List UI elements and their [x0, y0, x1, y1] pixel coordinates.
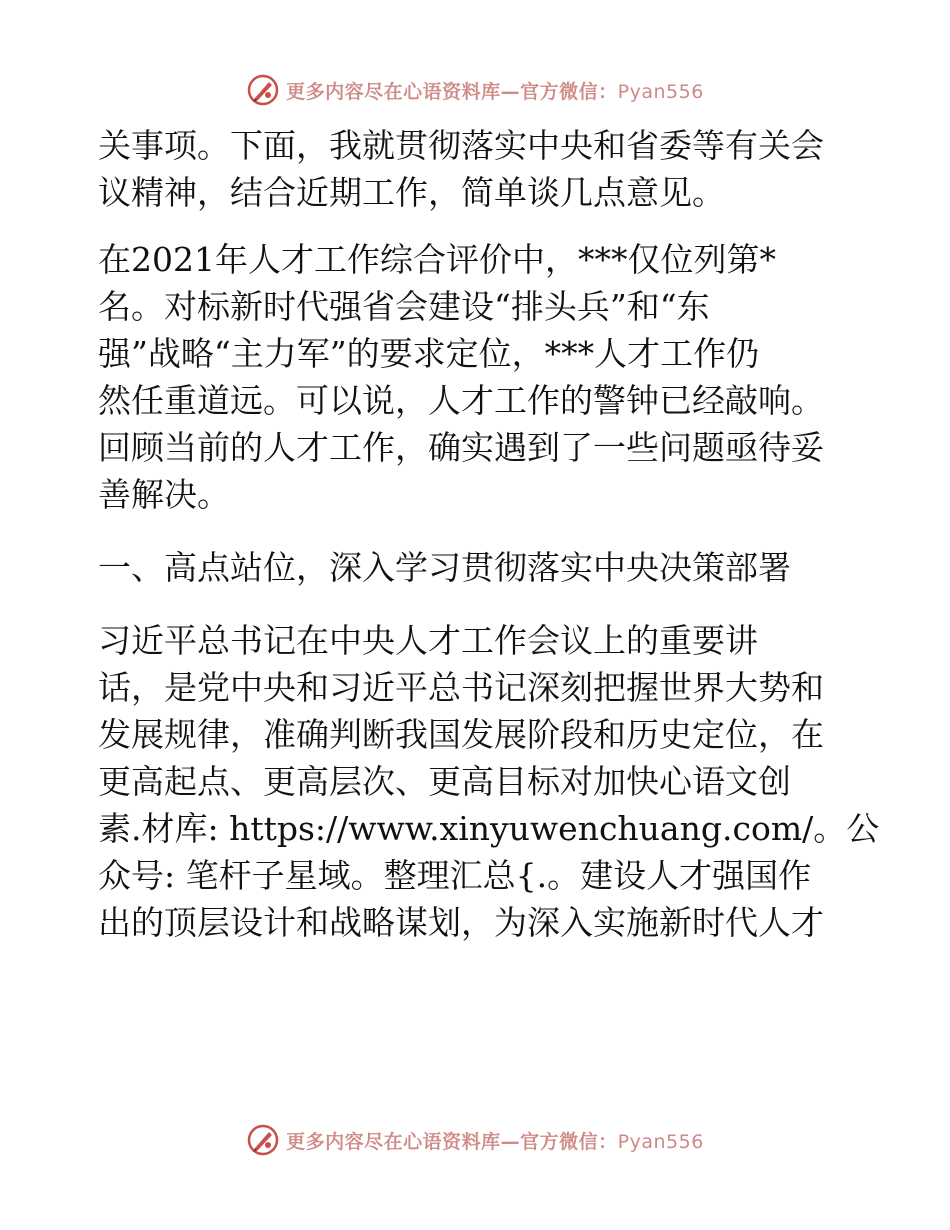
text-line: 善解决。 — [98, 475, 230, 514]
paragraph — [98, 617, 880, 946]
text-line: 习近平总书记在中央人才工作会议上的重要讲 — [98, 621, 758, 660]
text-line: 在2021年人才工作综合评价中，***仅位列第* — [98, 240, 776, 279]
watermark-text: 更多内容尽在心语资料库—官方微信：Pyan556 — [286, 80, 704, 103]
text-line: 更高起点、更高层次、更高目标对加快心语文创 — [98, 762, 791, 801]
paragraph — [98, 236, 858, 518]
paragraph — [98, 122, 858, 216]
text-line: 话，是党中央和习近平总书记深刻把握世界大势和 — [98, 668, 824, 707]
footer-watermark — [0, 1120, 950, 1160]
watermark-handle: Pyan556 — [617, 1130, 704, 1153]
text-line: 众号: 笔杆子星域。整理汇总{.。建设人才强国作 — [98, 856, 812, 895]
watermark-handle: Pyan556 — [617, 80, 704, 103]
text-line: 素.材库: https://www.xinyuwenchuang.com/。公 — [98, 809, 880, 848]
text-line: 名。对标新时代强省会建设“排头兵”和“东 — [98, 287, 710, 326]
text-line: 出的顶层设计和战略谋划，为深入实施新时代人才 — [98, 903, 824, 942]
document-body — [98, 122, 880, 946]
pen-emblem-icon — [246, 73, 280, 107]
text-line: 强”战略“主力军”的要求定位，***人才工作仍 — [98, 334, 760, 373]
text-line: 议精神，结合近期工作，简单谈几点意见。 — [98, 173, 725, 212]
text-line: 发展规律，准确判断我国发展阶段和历史定位，在 — [98, 715, 824, 754]
text-line: 回顾当前的人才工作，确实遇到了一些问题亟待妥 — [98, 428, 824, 467]
header-watermark — [0, 70, 950, 110]
watermark-text: 更多内容尽在心语资料库—官方微信：Pyan556 — [286, 1130, 704, 1153]
section-heading — [98, 544, 858, 591]
pen-emblem-icon — [246, 1123, 280, 1157]
text-line: 关事项。下面，我就贯彻落实中央和省委等有关会 — [98, 126, 824, 165]
text-line: 然任重道远。可以说，人才工作的警钟已经敲响。 — [98, 381, 824, 420]
heading-text: 一、高点站位，深入学习贯彻落实中央决策部署 — [98, 548, 791, 587]
